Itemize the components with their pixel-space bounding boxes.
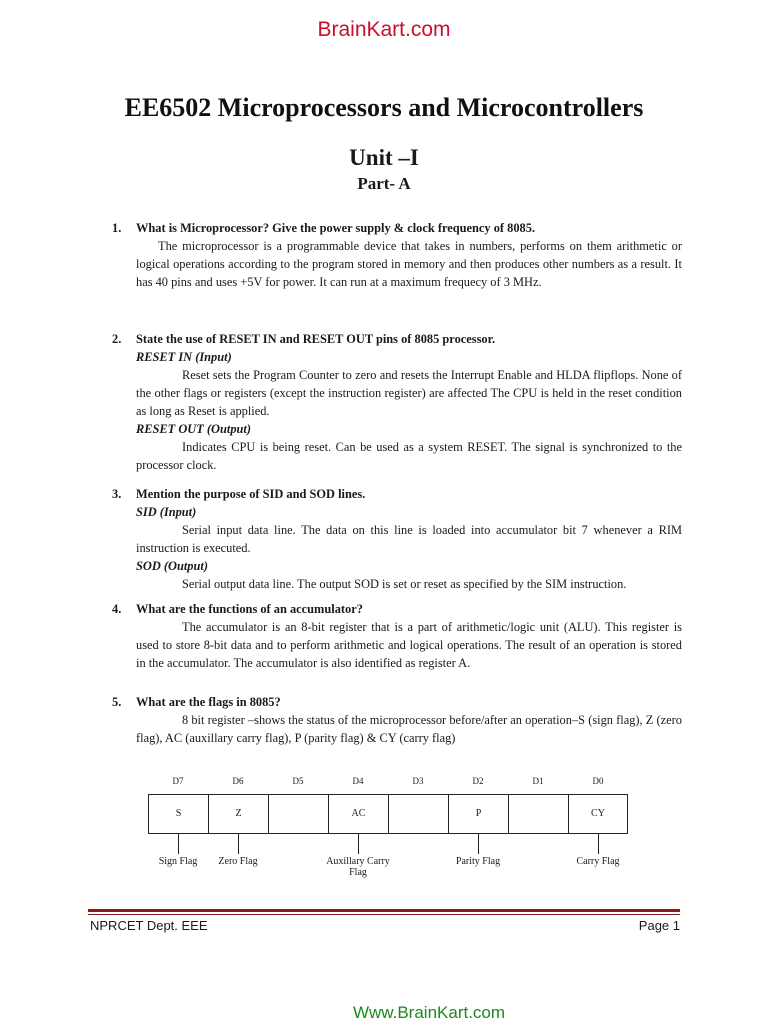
- question-heading: [112, 693, 682, 711]
- question-1: [112, 219, 682, 291]
- bit-label-d0: D0: [592, 776, 604, 786]
- site-footer-link[interactable]: Www.BrainKart.com: [352, 1003, 506, 1022]
- question-number: 3.: [112, 487, 122, 501]
- question-text: Mention the purpose of SID and SOD lines.: [136, 487, 366, 501]
- bit-label-d7: D7: [172, 776, 184, 786]
- answer-text: 8 bit register –shows the status of the microprocessor before/after an operation–S (sign flag), Z (zero flag), AC (auxillary carry flag), P (parity flag) & CY (carry flag): [136, 713, 682, 745]
- label-sign-flag: Sign Flag: [158, 856, 198, 867]
- site-header-link[interactable]: BrainKart.com: [317, 18, 451, 41]
- question-text: What is Microprocessor? Give the power supply & clock frequency of 8085.: [136, 221, 535, 235]
- document-title: EE6502 Microprocessors and Microcontrollers: [124, 93, 644, 122]
- pointer-line-zero: [238, 834, 239, 854]
- flag-cell-empty: [269, 795, 329, 833]
- reset-out-text: Indicates CPU is being reset. Can be used as a system RESET. The signal is synchronized to the processor clock.: [136, 440, 682, 472]
- label-carry-flag: Carry Flag: [576, 856, 620, 867]
- reset-in-text: Reset sets the Program Counter to zero and resets the Interrupt Enable and HLDA flipflops. None of the other flags or registers (except the instruction register) are affected The CPU is held in the reset condition as long as Reset is applied.: [136, 368, 682, 418]
- answer-text: The accumulator is an 8-bit register that is a part of arithmetic/logic unit (ALU). This register is used to store 8-bit data and to perform arithmetic and logical operations. The result of an operation is stored in the accumulator. The accumulator is also identified as register A.: [136, 620, 682, 670]
- question-heading: [112, 600, 682, 618]
- label-zero-flag: Zero Flag: [218, 856, 258, 867]
- question-5: [112, 693, 682, 747]
- flag-cell-cy: CY: [591, 808, 605, 819]
- question-text: What are the flags in 8085?: [136, 695, 281, 709]
- bit-label-d2: D2: [472, 776, 484, 786]
- bit-label-d1: D1: [532, 776, 544, 786]
- question-number: 2.: [112, 332, 122, 346]
- question-4: [112, 600, 682, 672]
- bit-label-d5: D5: [292, 776, 304, 786]
- footer-page-number: Page 1: [638, 918, 680, 933]
- part-heading: Part- A: [357, 174, 411, 193]
- flag-cell-empty: [389, 795, 449, 833]
- subheading-sid: SID (Input): [136, 505, 197, 519]
- footer-department: NPRCET Dept. EEE: [90, 918, 208, 933]
- question-text: State the use of RESET IN and RESET OUT pins of 8085 processor.: [136, 332, 496, 346]
- pointer-line-sign: [178, 834, 179, 854]
- bit-label-d4: D4: [352, 776, 364, 786]
- pointer-line-parity: [478, 834, 479, 854]
- question-number: 5.: [112, 695, 122, 709]
- subheading-reset-in: RESET IN (Input): [136, 350, 232, 364]
- flag-cell-p: P: [449, 795, 509, 833]
- question-number: 4.: [112, 602, 122, 616]
- bit-labels: [148, 776, 628, 790]
- subheading-reset-out: RESET OUT (Output): [136, 422, 251, 436]
- subheading-sod: SOD (Output): [136, 559, 208, 573]
- label-parity-flag: Parity Flag: [455, 856, 501, 867]
- unit-heading: Unit –I: [349, 145, 419, 170]
- bit-label-d3: D3: [412, 776, 424, 786]
- sid-text: Serial input data line. The data on this line is loaded into accumulator bit 7 whenever a RIM instruction is executed.: [136, 523, 682, 555]
- question-heading: [112, 219, 682, 237]
- flag-cell-empty: [509, 795, 569, 833]
- flag-register-diagram: [148, 776, 638, 880]
- footer-rule-thin: [88, 914, 680, 915]
- flag-cell-s: S: [149, 795, 209, 833]
- question-3: [112, 485, 682, 593]
- flag-register-box: [148, 794, 628, 834]
- question-2: [112, 330, 682, 474]
- question-heading: [112, 485, 682, 503]
- question-heading: [112, 330, 682, 348]
- pointer-line-aux: [358, 834, 359, 854]
- answer-text: The microprocessor is a programmable device that takes in numbers, performs on them arithmetic or logical operations according to the program stored in memory and then produces other numbers as a result. It has 40 pins and uses +5V for power. It can run at a maximum frequecy of 3 MHz.: [136, 239, 682, 289]
- flag-cell-z: Z: [209, 795, 269, 833]
- label-aux-carry-flag: Auxillary Carry Flag: [326, 856, 390, 878]
- sod-text: Serial output data line. The output SOD is set or reset as specified by the SIM instruction.: [182, 577, 627, 591]
- question-number: 1.: [112, 221, 122, 235]
- footer-rule: [88, 909, 680, 912]
- pointer-line-carry: [598, 834, 599, 854]
- flag-cell-ac: AC: [329, 795, 389, 833]
- question-text: What are the functions of an accumulator?: [136, 602, 363, 616]
- bit-label-d6: D6: [232, 776, 244, 786]
